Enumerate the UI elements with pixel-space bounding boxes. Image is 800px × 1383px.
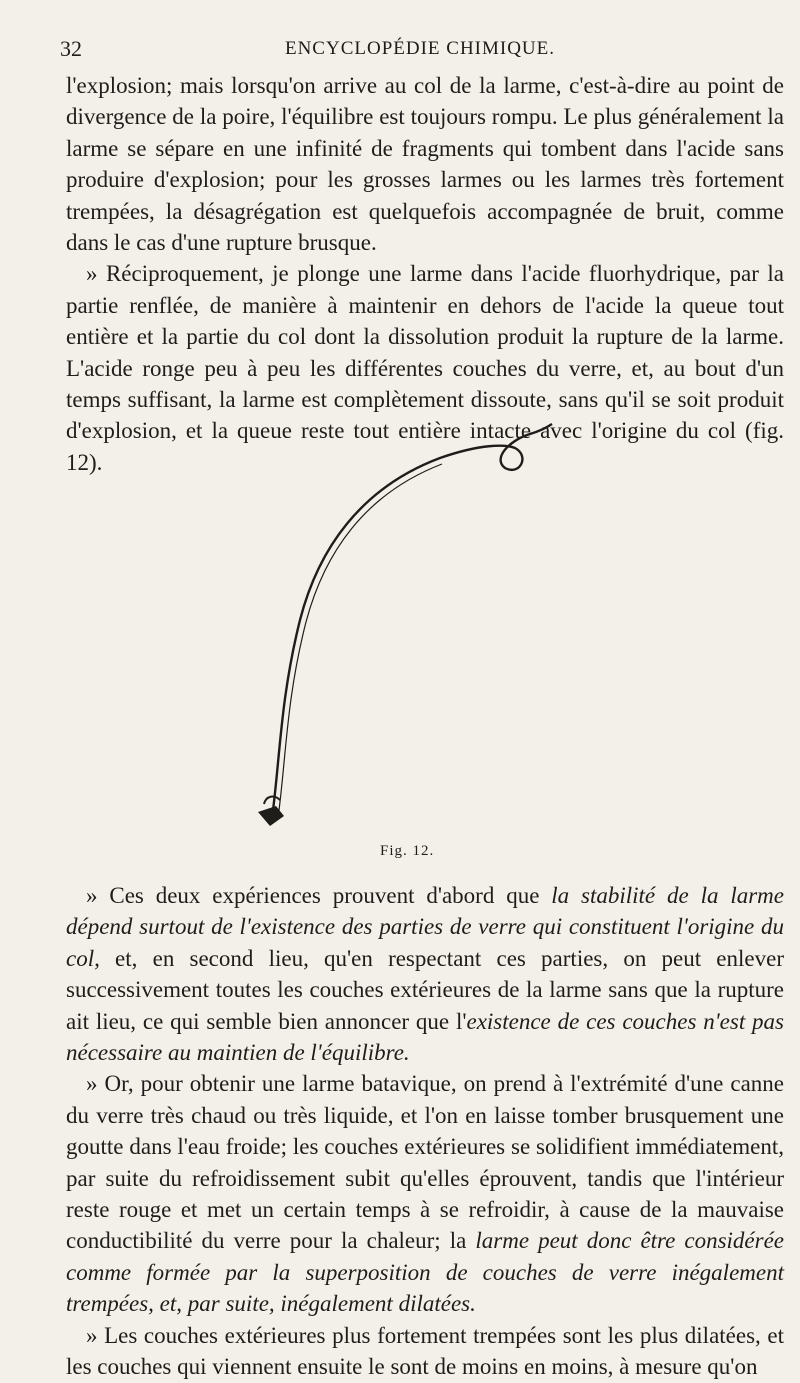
paragraph-3	[66, 880, 784, 1068]
paragraph-3-text-c: et, en second lieu, qu'en respectant ces parties, on peut enlever successivement toutes les couches extérieures de la larme sans que la rupture ait lieu, ce qui semble bien annoncer que l'	[66, 945, 784, 1034]
page-number: 32	[60, 36, 82, 61]
paragraph-3-italic-d: existence de ces couches n'est pas nécessaire au maintien de l'équilibre.	[66, 1008, 784, 1066]
figure-12	[230, 400, 560, 840]
tear-tail-illustration	[230, 400, 560, 840]
page-header	[60, 36, 780, 64]
paragraph-4	[66, 1068, 784, 1319]
figure-caption: Fig. 12.	[380, 843, 435, 859]
paragraph-3-italic-b: la stabilité de la larme dépend surtout de l'existence des parties de verre qui constituent l'origine du col,	[66, 883, 784, 971]
text-block-bottom	[66, 880, 784, 1383]
paragraph-1: l'explosion; mais lorsqu'on arrive au col de la larme, c'est-à-dire au point de divergence de la poire, l'équilibre est toujours rompu. Le plus généralement la larme se sépare en une infinité de fragments qui tombent dans l'acide sans produire d'explosion; pour les grosses larmes ou les larmes très fortement trempées, la désagrégation est quelquefois accompagnée de bruit, comme dans le cas d'une rupture brusque.	[66, 73, 784, 256]
paragraph-2: » Réciproquement, je plonge une larme dans l'acide fluorhydrique, par la partie renflée, de manière à maintenir en dehors de l'acide la queue tout entière et la partie du col dont la dissolution produit la rupture de la larme. L'acide ronge peu à peu les différentes couches du verre, et, au bout d'un temps suffisant, la larme est complètement dissoute, sans qu'il se soit produit d'explosion, et la queue reste tout entière intacte avec l'origine du col (fig. 12).	[66, 261, 784, 475]
paragraph-4-text-a: » Or, pour obtenir une larme batavique, on prend à l'extrémité d'une canne du verre très chaud ou très liquide, et l'on en laisse tomber brusquement une goutte dans l'eau froide; les couches extérieures se solidifient immédiatement, par suite du refroidissement subit qu'elles éprouvent, tandis que l'intérieur reste rouge et met un certain temps à se refroidir, à cause de la mauvaise conductibilité du verre pour la chaleur; la	[66, 1071, 784, 1254]
paragraph-4-italic-b: larme peut donc être considérée comme formée par la superposition de couches de verre inégalement trempées, et, par suite, inégalement dilatées.	[66, 1228, 785, 1317]
running-title: ENCYCLOPÉDIE CHIMIQUE.	[284, 38, 556, 59]
paragraph-3-text-a: » Ces deux expériences prouvent d'abord que	[86, 883, 552, 908]
paragraph-5: » Les couches extérieures plus fortement trempées sont les plus dilatées, et les couches qui viennent ensuite le sont de moins en moins, à mesure qu'on	[66, 1322, 784, 1380]
